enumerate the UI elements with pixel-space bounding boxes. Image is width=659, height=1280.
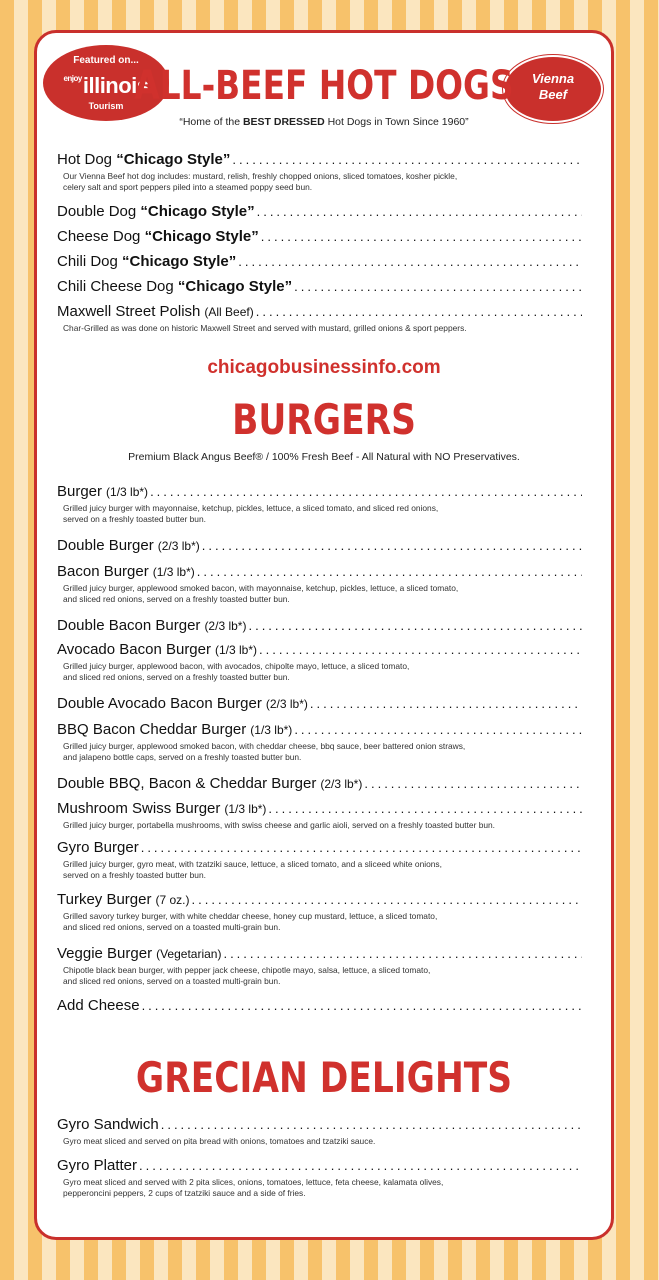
badge-illinois-brand: $^{enjoy}$illinois	[63, 73, 149, 98]
dot-leader	[310, 696, 582, 711]
menu-item	[57, 891, 582, 933]
menu-item-name: Chili Dog “Chicago Style”	[57, 253, 237, 270]
menu-item	[57, 278, 582, 298]
menu-item-name: Hot Dog “Chicago Style”	[57, 151, 231, 168]
menu-card	[34, 30, 614, 1240]
menu-item-description: Grilled juicy burger, portabella mushrooms, with swiss cheese and garlic aioli, served on a freshly toasted butter bun.	[63, 820, 495, 830]
menu-item-name: Double Dog “Chicago Style”	[57, 203, 255, 220]
menu-item	[57, 695, 582, 715]
menu-item-line	[57, 151, 582, 171]
menu-item-description: Grilled juicy burger, gyro meat, with tzatziki sauce, lettuce, a sliced tomato, and a sliceed white onions,	[63, 859, 442, 869]
menu-item-size: (2/3 lb*)	[204, 619, 247, 633]
menu-item	[57, 997, 582, 1017]
menu-item-size: (1/3 lb*)	[250, 723, 293, 737]
menu-item-name: Gyro Platter	[57, 1157, 138, 1174]
menu-item-name: Veggie Burger	[57, 945, 153, 962]
hotdogs-title: ALL-BEEF HOT DOGS	[134, 63, 514, 109]
menu-item-description: Grilled savory turkey burger, with white cheddar cheese, honey cup mustard, lettuce, a sliced tomato,	[63, 911, 438, 921]
menu-item-name: BBQ Bacon Cheddar Burger	[57, 721, 247, 738]
menu-item-name: Double Bacon Burger	[57, 617, 201, 634]
menu-item-name: Gyro Sandwich	[57, 1116, 159, 1133]
dot-leader	[142, 998, 582, 1013]
menu-item-line	[57, 945, 582, 965]
dot-leader	[202, 538, 582, 553]
menu-item	[57, 537, 582, 557]
menu-item	[57, 203, 582, 223]
menu-item-name: Gyro Burger	[57, 839, 139, 856]
watermark-text: chicagobusinessinfo.com	[207, 357, 441, 378]
menu-item-line	[57, 278, 582, 298]
menu-item-line	[57, 303, 582, 323]
menu-item-size: (Vegetarian)	[156, 947, 222, 961]
dot-leader	[248, 618, 582, 633]
menu-item-name: Chili Cheese Dog “Chicago Style”	[57, 278, 293, 295]
menu-item-size: (1/3 lb*)	[106, 485, 149, 499]
menu-item-description: and sliced red onions, served on a freshly toasted butter bun.	[63, 672, 290, 682]
menu-item-size: (1/3 lb*)	[152, 565, 195, 579]
menu-item	[57, 228, 582, 248]
dot-leader	[294, 279, 582, 294]
menu-item-description: Chipotle black bean burger, with pepper jack cheese, chipotle mayo, salsa, lettuce, a sliced tomato,	[63, 965, 431, 975]
menu-item-description: Our Vienna Beef hot dog includes: mustard, relish, freshly chopped onions, sliced tomatoes, kosher pickle,	[63, 171, 458, 181]
menu-item	[57, 151, 582, 193]
menu-item-size: (7 oz.)	[155, 893, 190, 907]
menu-item-description: Char-Grilled as was done on historic Maxwell Street and served with mustard, grilled onions & sport peppers.	[63, 323, 467, 333]
menu-item	[57, 641, 582, 683]
menu-item	[57, 617, 582, 637]
menu-item-name: Mushroom Swiss Burger	[57, 800, 221, 817]
menu-item-name: Double Avocado Bacon Burger	[57, 695, 262, 712]
menu-item	[57, 839, 582, 881]
menu-item	[57, 945, 582, 987]
dot-leader	[257, 204, 582, 219]
menu-item	[57, 1116, 582, 1147]
badge-featured-text: Featured on...	[73, 55, 139, 66]
menu-item-line	[57, 997, 582, 1017]
menu-item-line	[57, 537, 582, 557]
menu-item-description: Grilled juicy burger with mayonnaise, ketchup, pickles, lettuce, a sliced tomato, and sliced red onions,	[63, 503, 439, 513]
menu-item-line	[57, 563, 582, 583]
menu-item-description: and sliced red onions, served on a freshly toasted butter bun.	[63, 594, 290, 604]
menu-item-description: pepperoncini peppers, 2 cups of tzatziki sauce and a side of fries.	[63, 1188, 306, 1198]
menu-item-line	[57, 1116, 582, 1136]
menu-item-line	[57, 1157, 582, 1177]
vienna-text: Vienna	[531, 71, 575, 86]
menu-item-line	[57, 483, 582, 503]
menu-item-line	[57, 839, 582, 859]
dot-leader	[294, 722, 582, 737]
menu-item-name: Double BBQ, Bacon & Cheddar Burger	[57, 775, 317, 792]
menu-item	[57, 775, 582, 795]
menu-item-size: (2/3 lb*)	[265, 697, 308, 711]
menu-item-line	[57, 695, 582, 715]
menu-item-name: Add Cheese	[57, 997, 140, 1014]
burgers-subtitle: Premium Black Angus Beef® / 100% Fresh Beef - All Natural with NO Preservatives.	[128, 451, 520, 463]
dot-leader	[139, 1158, 582, 1173]
menu-item-description: and jalapeno bottle caps, served on a freshly toasted butter bun.	[63, 752, 302, 762]
menu-item-line	[57, 228, 582, 248]
menu-item-description: and sliced red onions, served on a toasted multi-grain bun.	[63, 976, 281, 986]
menu-item-line	[57, 891, 582, 911]
dot-leader	[192, 892, 583, 907]
menu-item-line	[57, 641, 582, 661]
menu-item-name: Turkey Burger	[57, 891, 152, 908]
menu-item-name: Burger	[57, 483, 103, 500]
dot-leader	[150, 484, 582, 499]
menu-item	[57, 800, 582, 831]
grecian-title: GRECIAN DELIGHTS	[135, 1053, 513, 1102]
hotdogs-tagline: “Home of the BEST DRESSED Hot Dogs in Town Since 1960”	[179, 116, 469, 128]
menu-item	[57, 1157, 582, 1199]
menu-item-description: and sliced red onions, served on a toasted multi-grain bun.	[63, 922, 281, 932]
menu-item-name: Double Burger	[57, 537, 154, 554]
menu-item-description: Grilled juicy burger, applewood bacon, with avocados, chipolte mayo, lettuce, a sliced tomato,	[63, 661, 410, 671]
dot-leader	[364, 776, 582, 791]
menu-item-size: (All Beef)	[204, 305, 254, 319]
dot-leader	[141, 840, 582, 855]
dot-leader	[259, 642, 582, 657]
menu-item-line	[57, 775, 582, 795]
menu-item-size: (2/3 lb*)	[320, 777, 363, 791]
menu-item-description: served on a freshly toasted butter bun.	[63, 514, 206, 524]
menu-item	[57, 483, 582, 525]
dot-leader	[238, 254, 582, 269]
badge-tourism-text: Tourism	[88, 101, 124, 111]
menu-item-name: Maxwell Street Polish	[57, 303, 201, 320]
menu-item-name: Bacon Burger	[57, 563, 149, 580]
menu-item	[57, 563, 582, 605]
dot-leader	[261, 229, 582, 244]
menu-item-description: Gyro meat sliced and served with 2 pita slices, onions, tomatoes, lettuce, feta cheese, kalamata olives,	[63, 1177, 444, 1187]
menu-item-description: celery salt and sport peppers piled into a steamed poppy seed bun.	[63, 182, 313, 192]
menu-item	[57, 253, 582, 273]
menu-item-description: served on a freshly toasted butter bun.	[63, 870, 206, 880]
menu-item-size: (1/3 lb*)	[215, 643, 258, 657]
menu-item-line	[57, 800, 582, 820]
dot-leader	[232, 152, 582, 167]
menu-item-name: Avocado Bacon Burger	[57, 641, 211, 658]
beef-text: Beef	[538, 87, 568, 102]
menu-item-size: (1/3 lb*)	[224, 802, 267, 816]
burgers-title: BURGERS	[232, 395, 416, 444]
menu-item-line	[57, 253, 582, 273]
menu-item-line	[57, 617, 582, 637]
menu-item-description: Gyro meat sliced and served on pita bread with onions, tomatoes and tzatziki sauce.	[63, 1136, 376, 1146]
dot-leader	[161, 1117, 582, 1132]
dot-leader	[197, 564, 582, 579]
menu-item	[57, 721, 582, 763]
menu-item-name: Cheese Dog “Chicago Style”	[57, 228, 259, 245]
dot-leader	[223, 946, 582, 961]
menu-item	[57, 303, 582, 334]
menu-item-description: Grilled juicy burger, applewood smoked bacon, with cheddar cheese, bbq sauce, beer battered onion straws,	[63, 741, 466, 751]
menu-item-description: Grilled juicy burger, applewood smoked bacon, with mayonnaise, ketchup, pickles, lettuce, a sliced tomato,	[63, 583, 459, 593]
menu-item-size: (2/3 lb*)	[157, 539, 200, 553]
menu-item-line	[57, 203, 582, 223]
dot-leader	[256, 304, 582, 319]
dot-leader	[268, 801, 582, 816]
menu-item-line	[57, 721, 582, 741]
